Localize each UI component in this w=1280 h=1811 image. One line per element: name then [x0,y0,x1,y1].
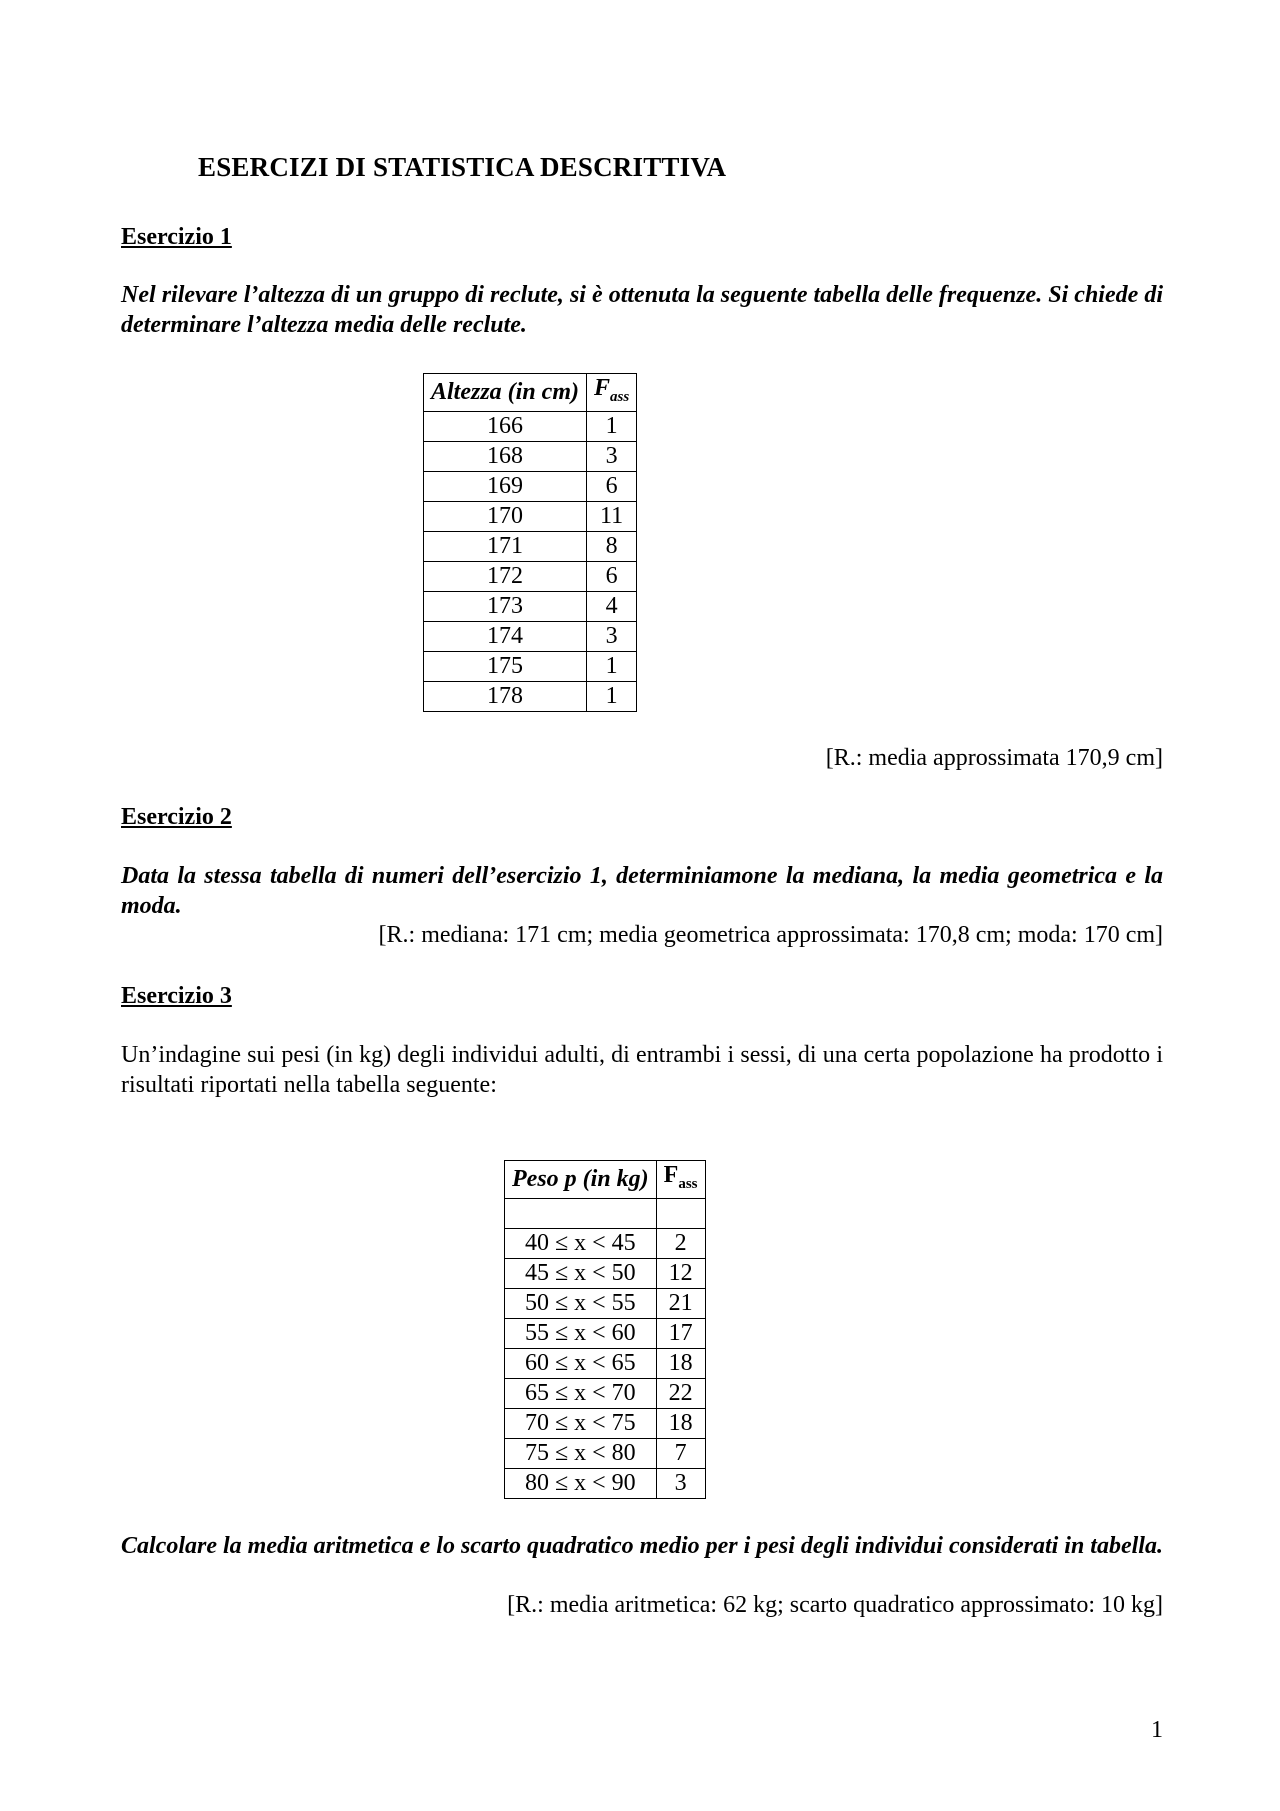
value-cell: 75 ≤ x < 80 [505,1438,657,1468]
table-row [424,531,637,561]
table-row [505,1288,706,1318]
value-cell: 173 [424,591,587,621]
exercise-1-heading: Esercizio 1 [121,224,232,250]
height-column-header: Altezza (in cm) [424,374,587,412]
frequency-cell: 6 [587,471,637,501]
value-cell: 40 ≤ x < 45 [505,1228,657,1258]
value-cell: 50 ≤ x < 55 [505,1288,657,1318]
value-cell: 45 ≤ x < 50 [505,1258,657,1288]
table-row [505,1408,706,1438]
weight-frequency-table [504,1160,706,1499]
frequency-cell: 12 [656,1258,705,1288]
frequency-cell: 18 [656,1408,705,1438]
frequency-column-header: $F_{ass}$ [587,374,637,412]
exercise-2-answer: [R.: mediana: 171 cm; media geometrica approssimata: 170,8 cm; moda: 170 cm] [378,922,1163,948]
value-cell: 168 [424,441,587,471]
value-cell: 80 ≤ x < 90 [505,1468,657,1498]
exercise-2-text: Data la stessa tabella di numeri dell’esercizio 1, determiniamone la mediana, la media geometrica e la moda. [121,863,1163,919]
height-frequency-table [423,373,637,712]
frequency-cell: 2 [656,1228,705,1258]
page-title: ESERCIZI DI STATISTICA DESCRITTIVA [198,152,727,182]
table-row [424,411,637,441]
frequency-cell: 1 [587,681,637,711]
value-cell: 166 [424,411,587,441]
frequency-cell: 6 [587,561,637,591]
frequency-cell: 3 [656,1468,705,1498]
exercise-3-question: Calcolare la media aritmetica e lo scarto quadratico medio per i pesi degli individui considerati in tabella. [121,1533,1163,1559]
value-cell: 171 [424,531,587,561]
value-cell: 65 ≤ x < 70 [505,1378,657,1408]
frequency-cell: 8 [587,531,637,561]
frequency-cell: 1 [587,411,637,441]
table-row [505,1228,706,1258]
weight-column-header: Peso p (in kg) [505,1161,657,1199]
value-cell: 60 ≤ x < 65 [505,1348,657,1378]
table-row [424,561,637,591]
table-row [424,441,637,471]
exercise-3-answer: [R.: media aritmetica: 62 kg; scarto quadratico approssimato: 10 kg] [507,1592,1163,1618]
frequency-cell: 17 [656,1318,705,1348]
frequency-column-header: $F_{ass}$ [656,1161,705,1199]
frequency-cell: 21 [656,1288,705,1318]
exercise-3-heading: Esercizio 3 [121,983,232,1009]
table-row [505,1318,706,1348]
table-row [424,621,637,651]
table-row [424,591,637,621]
frequency-cell: 4 [587,591,637,621]
value-cell: 178 [424,681,587,711]
exercise-3-text: Un’indagine sui pesi (in kg) degli individui adulti, di entrambi i sessi, di una certa popolazione ha prodotto i risultati riportati nella tabella seguente: [121,1042,1163,1098]
value-cell: 55 ≤ x < 60 [505,1318,657,1348]
empty-row [505,1198,706,1228]
table-row [505,1468,706,1498]
exercise-2-heading: Esercizio 2 [121,804,232,830]
table-row [424,651,637,681]
value-cell: 172 [424,561,587,591]
value-cell: 170 [424,501,587,531]
value-cell: 70 ≤ x < 75 [505,1408,657,1438]
value-cell: 175 [424,651,587,681]
frequency-cell: 18 [656,1348,705,1378]
table-row [505,1438,706,1468]
table-row [424,681,637,711]
value-cell: 169 [424,471,587,501]
page-number: 1 [1151,1717,1163,1743]
frequency-cell: 3 [587,621,637,651]
table-row [424,501,637,531]
table-row [505,1258,706,1288]
table-row [505,1378,706,1408]
frequency-cell: 22 [656,1378,705,1408]
frequency-cell: 7 [656,1438,705,1468]
value-cell: 174 [424,621,587,651]
frequency-cell: 3 [587,441,637,471]
table-row [505,1348,706,1378]
frequency-cell: 11 [587,501,637,531]
table-row [424,471,637,501]
exercise-1-answer: [R.: media approssimata 170,9 cm] [825,745,1163,771]
exercise-1-text: Nel rilevare l’altezza di un gruppo di reclute, si è ottenuta la seguente tabella delle frequenze. Si chiede di determinare l’altezza media delle reclute. [121,282,1163,338]
frequency-cell: 1 [587,651,637,681]
